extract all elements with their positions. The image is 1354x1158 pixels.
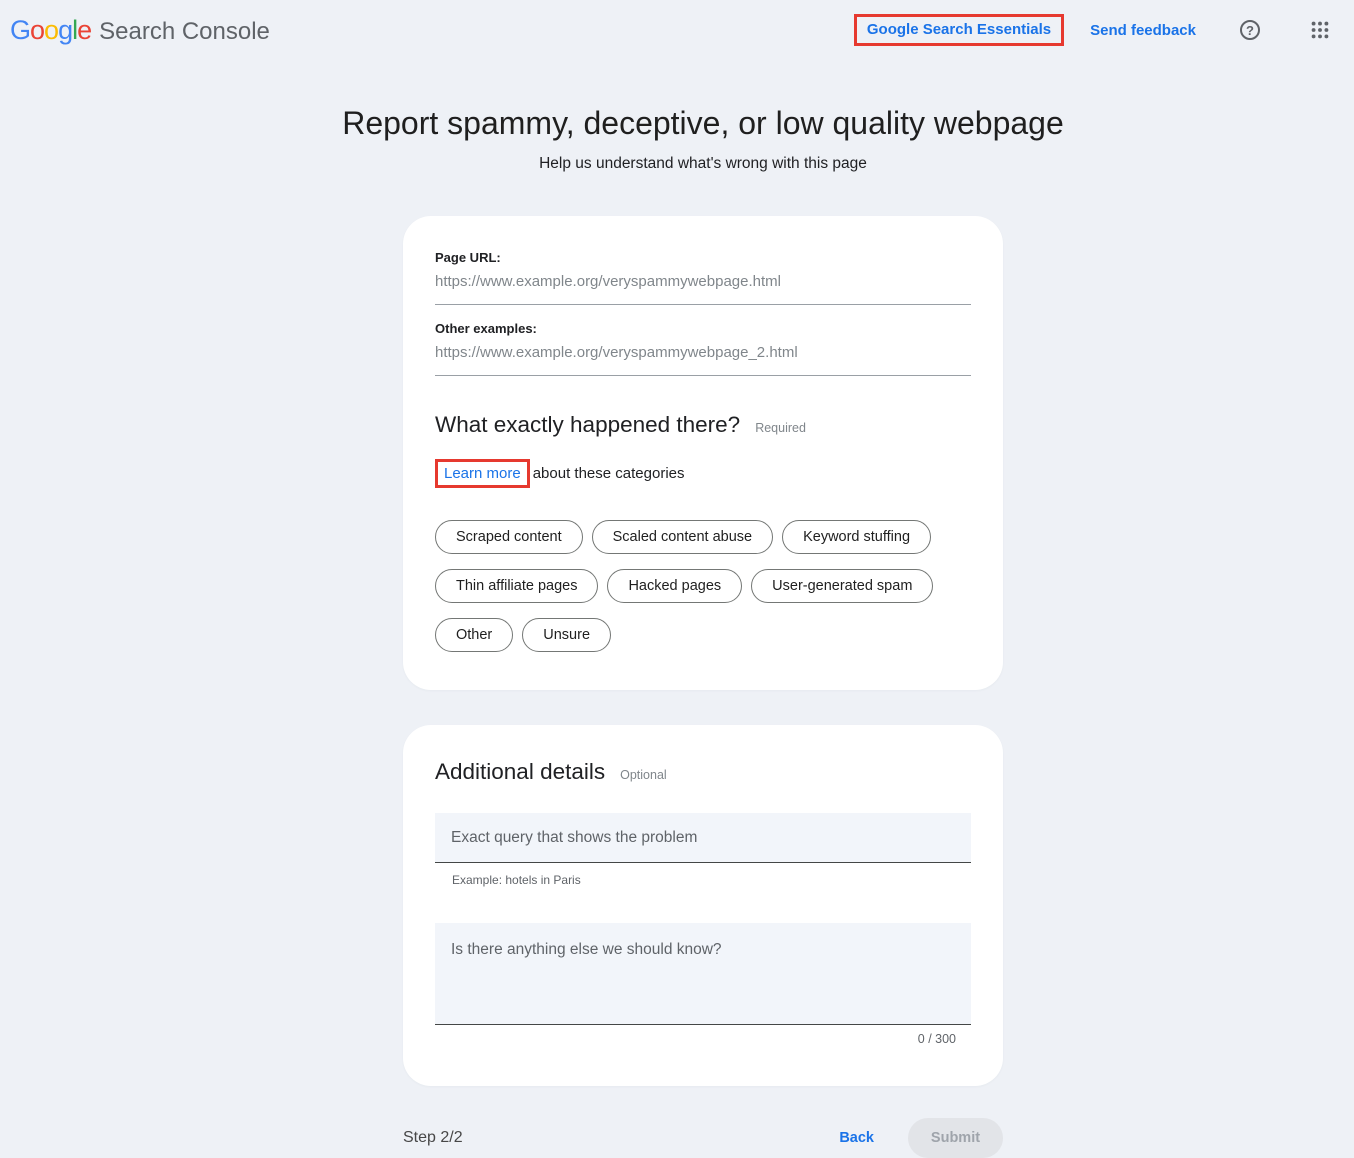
required-badge: Required <box>755 421 806 436</box>
optional-badge: Optional <box>620 768 667 783</box>
step-indicator: Step 2/2 <box>403 1129 463 1147</box>
details-heading-row <box>435 759 971 785</box>
page-url-input[interactable] <box>435 265 971 305</box>
logo-letter: e <box>77 14 92 45</box>
send-feedback-link[interactable]: Send feedback <box>1090 21 1196 39</box>
help-icon: ? <box>1240 20 1260 40</box>
question-heading-row <box>435 412 971 438</box>
apps-grid-icon <box>1309 19 1331 41</box>
google-logo[interactable] <box>10 14 270 45</box>
google-logo-wordmark <box>10 14 92 45</box>
category-chips <box>435 520 971 652</box>
logo-letter: G <box>10 14 31 45</box>
query-helper-text: Example: hotels in Paris <box>452 873 581 888</box>
page-title: Report spammy, deceptive, or low quality webpage <box>342 105 1064 141</box>
additional-details-heading: Additional details <box>435 759 606 785</box>
logo-letter: o <box>44 14 59 45</box>
additional-details-card <box>403 725 1003 1086</box>
char-counter: 0 / 300 <box>917 1032 956 1047</box>
help-button[interactable] <box>1230 10 1270 50</box>
google-search-essentials-link[interactable]: Google Search Essentials <box>866 21 1052 38</box>
question-heading: What exactly happened there? <box>435 412 741 438</box>
main-content <box>342 104 1064 1086</box>
logo-letter: l <box>72 14 78 45</box>
header-actions <box>854 10 1340 50</box>
logo-letter: o <box>30 14 45 45</box>
annotation-box-learn-more <box>435 459 530 488</box>
report-card <box>403 216 1003 690</box>
category-chip-keyword-stuffing[interactable]: Keyword stuffing <box>782 520 931 554</box>
other-examples-input[interactable] <box>435 336 971 376</box>
apps-grid-button[interactable] <box>1300 10 1340 50</box>
annotation-box-essentials <box>854 14 1064 46</box>
footer-actions <box>839 1118 1003 1158</box>
category-chip-hacked-pages[interactable]: Hacked pages <box>607 569 742 603</box>
exact-query-input[interactable] <box>435 813 971 863</box>
submit-button[interactable]: Submit <box>908 1118 1003 1158</box>
back-button[interactable]: Back <box>839 1130 874 1147</box>
page-url-label: Page URL: <box>435 250 501 266</box>
wizard-footer <box>403 1118 1003 1158</box>
page-subtitle: Help us understand what's wrong with this page <box>539 155 867 173</box>
logo-product-name: Search Console <box>99 17 270 45</box>
category-chip-thin-affiliate-pages[interactable]: Thin affiliate pages <box>435 569 598 603</box>
other-examples-field <box>435 321 971 376</box>
category-chip-scraped-content[interactable]: Scraped content <box>435 520 583 554</box>
category-chip-other[interactable]: Other <box>435 618 513 652</box>
learn-more-link[interactable]: Learn more <box>444 465 521 483</box>
page-url-field <box>435 250 971 305</box>
logo-letter: g <box>58 14 73 45</box>
category-chip-scaled-content-abuse[interactable]: Scaled content abuse <box>592 520 773 554</box>
page-header <box>0 0 1354 60</box>
additional-notes-textarea[interactable] <box>435 923 971 1025</box>
category-chip-user-generated-spam[interactable]: User-generated spam <box>751 569 933 603</box>
learn-more-suffix: about these categories <box>532 465 685 483</box>
category-chip-unsure[interactable]: Unsure <box>522 618 611 652</box>
learn-more-line <box>435 459 971 488</box>
other-examples-label: Other examples: <box>435 321 537 337</box>
